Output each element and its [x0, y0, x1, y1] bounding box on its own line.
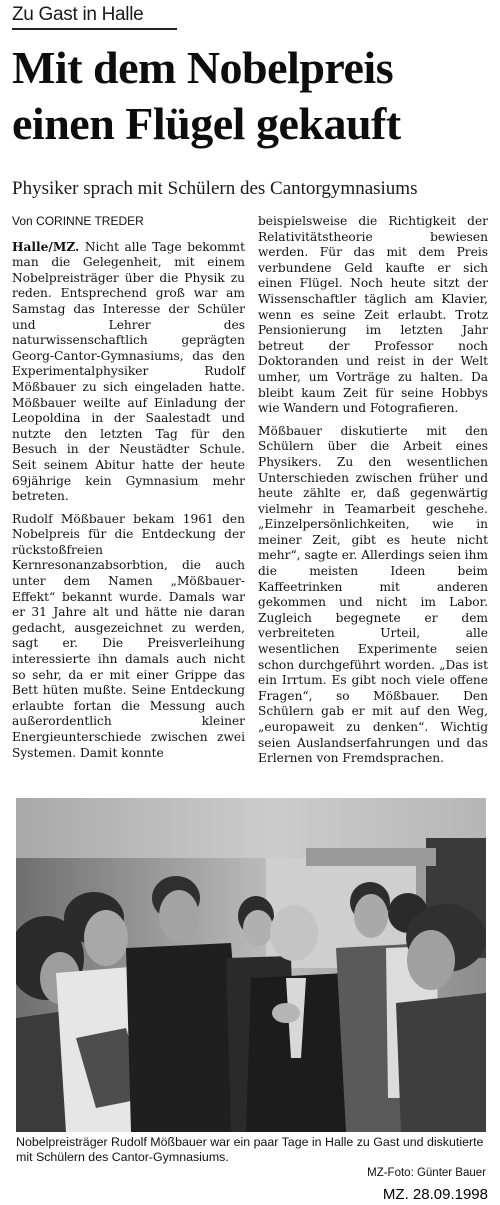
article-photo	[16, 798, 486, 1132]
byline: Von CORINNE TREDER	[12, 214, 144, 228]
article-paragraph: Rudolf Mößbauer bekam 1961 den Nobelpreis für die Entdeckung der rückstoßfreien Kernresonanzabsorbtion, die auch unter dem Namen „Mößbauer-Effekt“ bekannt wurde. Damals war er 31 Jahre alt und hätte nie daran gedacht, ausgezeichnet zu werden, sagt er. Die Preisverleihung interessierte ihn damals auch nicht so sehr, da er mit einer Grippe das Bett hüten mußte. Seine Entdeckung erlaubte fortan die Messung auch außerordentlich kleiner Energieunterschiede zwischen zwei Systemen. Damit konnte	[12, 511, 245, 760]
article-paragraph: Mößbauer diskutierte mit den Schülern über die Arbeit eines Physikers. Zu den wesentlichen Unterschieden zwischen früher und heute zählte er, daß gegenwärtig vielmehr in Teamarbeit geschehe. „Einzelpersönlichkeiten, wie in meiner Zeit, gibt es heute nicht mehr“, sagte er. Allerdings seien ihm die meisten Ideen beim Kaffeetrinken mit anderen gekommen und nicht im Labor. Zugleich begegnete er dem verbreiteten Urteil, alle wesentlichen Experimente seien schon durchgeführt worden. „Das ist ein Irrtum. Es gibt noch viele offene Fragen“, so Mößbauer. Den Schülern gab er mit auf den Weg, „europaweit zu denken“. Wichtig seien Auslandserfahrungen und das Erlernen von Fremdsprachen.	[258, 423, 488, 766]
headline-line-2: einen Flügel gekauft	[12, 98, 401, 149]
group-photo-illustration	[16, 798, 486, 1132]
photo-caption: Nobelpreisträger Rudolf Mößbauer war ein paar Tage in Halle zu Gast und diskutierte mit Schülern des Cantor-Gymnasiums.	[16, 1135, 484, 1164]
article-column-left	[12, 214, 245, 768]
headline	[12, 40, 492, 152]
subheadline: Physiker sprach mit Schülern des Cantorgymnasiums	[12, 178, 418, 199]
dateline: Halle/MZ.	[12, 239, 80, 254]
paragraph-text: Nicht alle Tage bekommt man die Gelegenheit, mit einem Nobelpreisträger über die Physik zu reden. Entsprechend groß war am Samstag das Interesse der Schüler und Lehrer des naturwissenschaftlich geprägten Georg-Cantor-Gymnasiums, das den Experimentalphysiker Rudolf Mößbauer zu sich eingeladen hatte. Mößbauer weilte auf Einladung der Leopoldina in der Saalestadt und nutzte den letzten Tag für den Besuch in der Neustädter Schule. Seit seinem Abitur hatte der heute 69jährige kein Gymnasium mehr betreten.	[12, 239, 246, 504]
photo-credit: MZ-Foto: Günter Bauer	[367, 1167, 486, 1179]
source-date-stamp: MZ. 28.09.1998	[382, 1186, 488, 1203]
section-kicker: Zu Gast in Halle	[12, 4, 144, 25]
article-paragraph: beispielsweise die Richtigkeit der Relativitätstheorie bewiesen werden. Für das mit dem Preis verbundene Geld kaufte er sich einen Flügel. Noch heute sitzt der Wissenschaftler täglich am Klavier, wenn es seine Zeit erlaubt. Trotz Pensionierung im letzten Jahr betreut der Professor noch Doktoranden und reist in der Welt umher, um Vorträge zu halten. Da bleibt kaum Zeit für seine Hobbys wie Wandern und Fotografieren.	[258, 214, 488, 416]
article-paragraph	[12, 240, 245, 505]
kicker-underline	[12, 28, 177, 30]
article-column-right	[258, 214, 488, 774]
headline-line-1: Mit dem Nobelpreis	[12, 42, 394, 93]
